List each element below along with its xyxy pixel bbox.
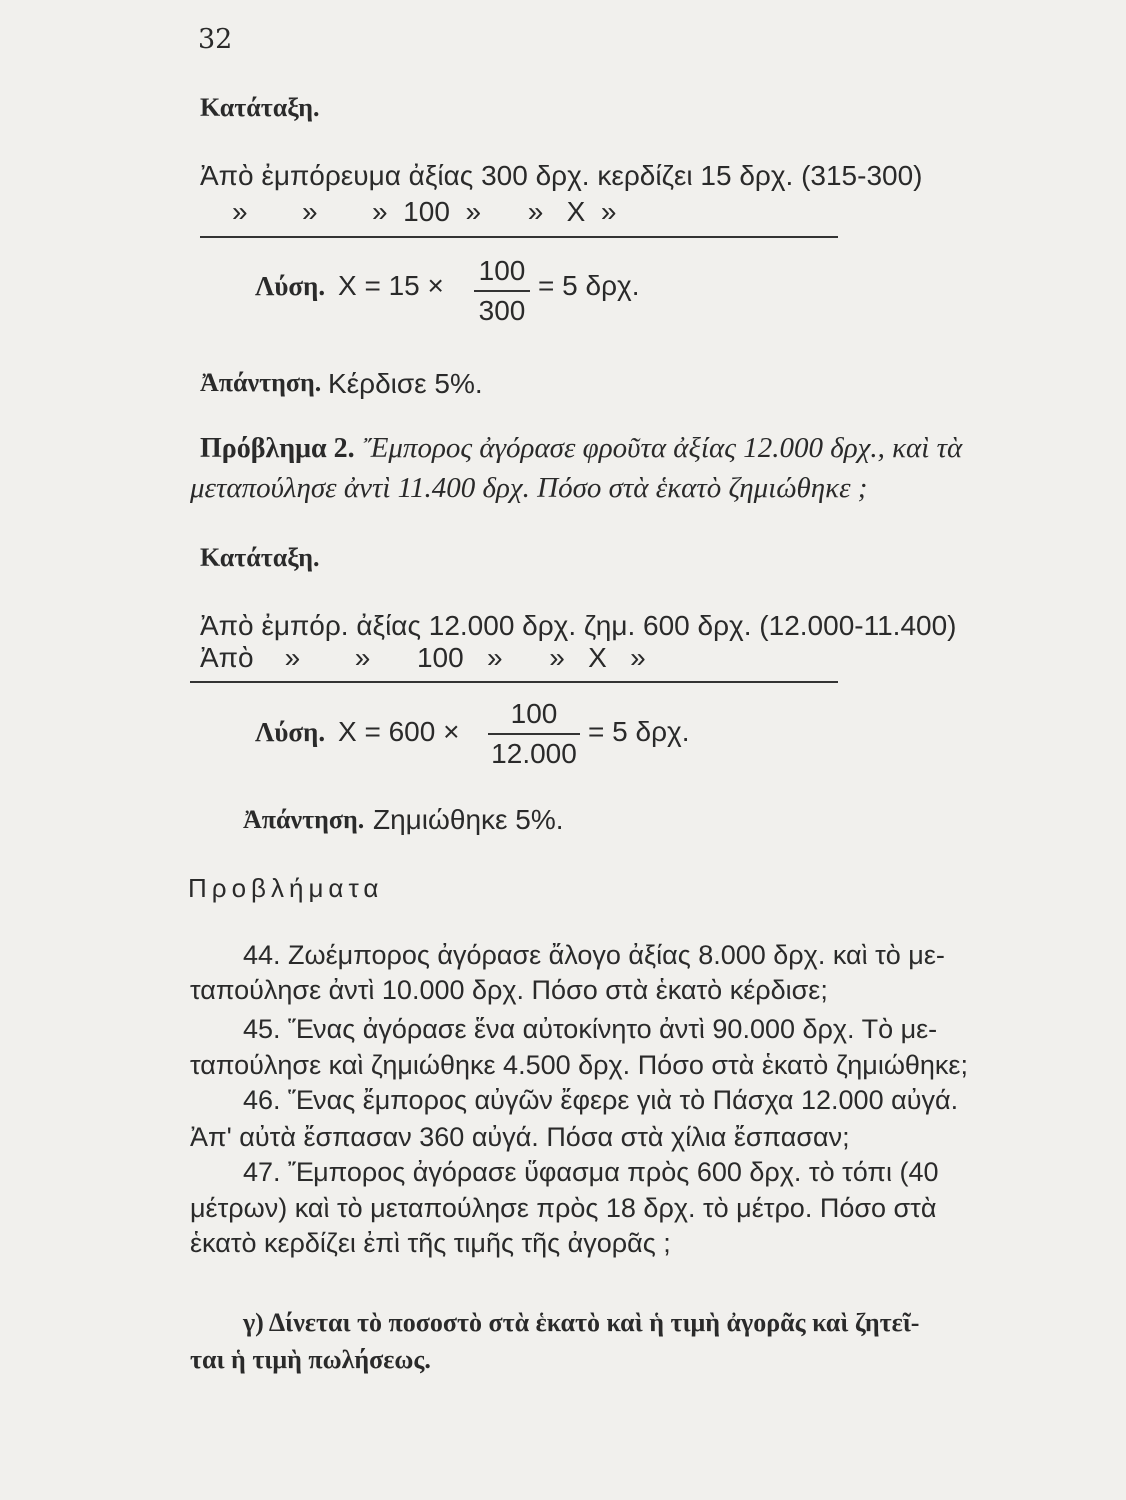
classification-line-2: » » » 100 » » X » [232,196,617,227]
classification-heading-2: Κατάταξη. [200,543,320,572]
problem-2 [200,431,962,465]
fraction-bar [474,290,530,292]
fraction-bar-2 [488,733,580,735]
problem-2-text-2: μεταπούλησε ἀντὶ 11.400 δρχ. Πόσο στὰ ἑκατὸ ζημιώθηκε ; [190,472,868,504]
section-g-line-2: ται ἡ τιμὴ πωλήσεως. [190,1345,431,1374]
exercise-45-line-2: ταπούλησε καὶ ζημιώθηκε 4.500 δρχ. Πόσο στὰ ἑκατὸ ζημιώθηκε; [190,1050,968,1080]
fraction [474,254,530,328]
divider-rule-2 [190,681,838,683]
solution-lhs-2: X = 600 × [338,716,460,747]
exercise-47-line-3: ἑκατὸ κερδίζει ἐπὶ τῆς τιμῆς τῆς ἀγορᾶς ; [190,1228,671,1258]
problem-2-text-1: Ἔμπορος ἀγόρασε φροῦτα ἀξίας 12.000 δρχ., καὶ τὰ [363,432,963,464]
fraction-2 [488,697,580,771]
fraction-numerator-2: 100 [510,698,558,729]
divider-rule [200,236,838,238]
exercise-44-line-2: ταπούλησε ἀντὶ 10.000 δρχ. Πόσο στὰ ἑκατὸ κέρδισε; [190,975,828,1005]
solution-label: Λύση. [255,271,326,301]
fraction-denominator: 300 [478,295,526,326]
section-g-line-1: γ) Δίνεται τὸ ποσοστὸ στὰ ἑκατὸ καὶ ἡ τιμὴ ἀγορᾶς καὶ ζητεῖ- [243,1308,920,1337]
classification-heading-1: Κατάταξη. [200,93,320,122]
exercise-47-line-1: 47. Ἔμπορος ἀγόρασε ὕφασμα πρὸς 600 δρχ. τὸ τόπι (40 [243,1157,939,1187]
exercise-46-line-2: Ἀπ' αὐτὰ ἔσπασαν 360 αὐγά. Πόσα στὰ χίλια ἔσπασαν; [190,1122,850,1152]
fraction-denominator-2: 12.000 [491,738,577,769]
exercise-46-line-1: 46. Ἕνας ἔμπορος αὐγῶν ἔφερε γιὰ τὸ Πάσχα 12.000 αὐγά. [243,1085,959,1115]
exercise-47-line-2: μέτρων) καὶ τὸ μεταπούλησε πρὸς 18 δρχ. τὸ μέτρο. Πόσο στὰ [190,1193,937,1223]
exercise-45-line-1: 45. Ἕνας ἀγόρασε ἕνα αὐτοκίνητο ἀντὶ 90.000 δρχ. Τὸ με- [243,1014,938,1044]
solution-label-2: Λύση. [255,717,326,747]
classification-line-2-2: Ἀπὸ » » 100 » » X » [200,642,646,673]
solution-rhs: = 5 δρχ. [538,270,640,301]
problem-2-title: Πρόβλημα 2. [200,433,355,464]
page-number: 32 [198,24,233,55]
answer-text-2: Ζημιώθηκε 5%. [373,804,564,835]
solution-rhs-2: = 5 δρχ. [588,716,690,747]
classification-line-2-1: Ἀπὸ ἐμπόρ. ἀξίας 12.000 δρχ. ζημ. 600 δρχ. (12.000-11.400) [200,610,957,641]
exercise-44-line-1: 44. Ζωέμπορος ἀγόρασε ἄλογο ἀξίας 8.000 δρχ. καὶ τὸ με- [243,940,945,970]
problems-heading: Προβλήματα [188,873,384,903]
fraction-numerator: 100 [478,255,526,286]
answer-label: Ἀπάντηση. [200,368,322,397]
solution-lhs: X = 15 × [338,270,444,301]
answer-label-2: Ἀπάντηση. [243,805,365,834]
classification-line-1: Ἀπὸ ἐμπόρευμα ἀξίας 300 δρχ. κερδίζει 15 δρχ. (315-300) [200,160,923,191]
answer-text: Κέρδισε 5%. [328,368,483,399]
